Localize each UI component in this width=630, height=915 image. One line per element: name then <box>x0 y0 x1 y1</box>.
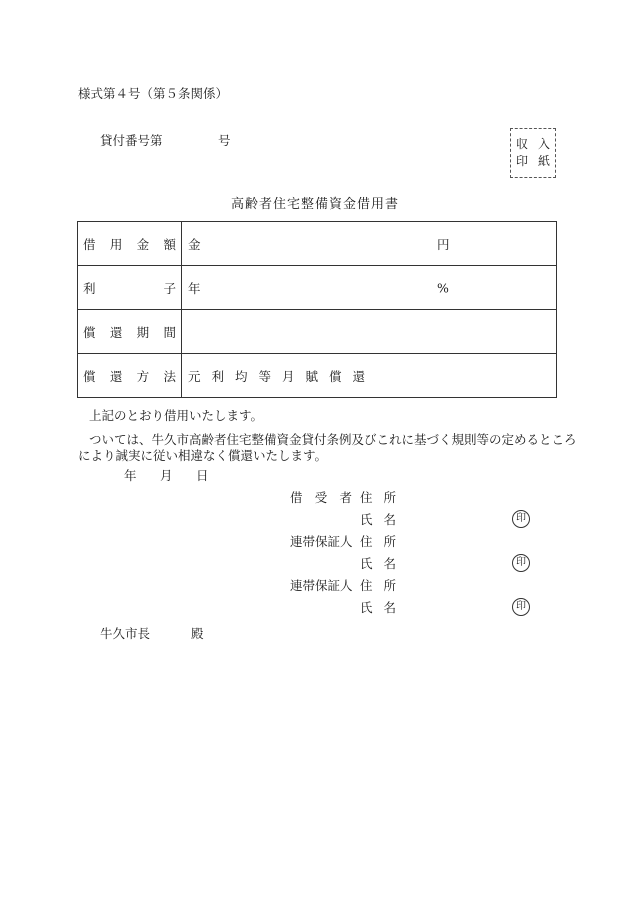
addressee-honorific: 殿 <box>191 626 204 641</box>
amount-prefix: 金 <box>188 236 201 252</box>
label-char: 額 <box>163 236 176 252</box>
label-char: 還 <box>109 368 123 384</box>
label-interest <box>78 266 182 310</box>
stamp-char: 紙 <box>537 154 550 168</box>
borrower-address-label <box>360 488 396 506</box>
date-day-label: 日 <box>196 468 209 483</box>
table-row <box>78 310 557 354</box>
label-char: 住 <box>360 490 373 505</box>
borrower-label <box>290 488 352 506</box>
amount-unit: 円 <box>437 236 450 252</box>
label-repayment-period <box>78 310 182 354</box>
guarantor-2-name-label <box>360 598 396 616</box>
label-char: 氏 <box>360 556 373 571</box>
label-char: 方 <box>136 368 150 384</box>
label-char: 受 <box>314 490 328 505</box>
repayment-method-value: 元利均等月賦償還 <box>188 368 377 384</box>
label-repayment-method <box>78 354 182 398</box>
label-char: 名 <box>383 556 396 571</box>
table-row <box>78 222 557 266</box>
document-title: 高齢者住宅整備資金借用書 <box>230 197 399 212</box>
guarantor-1-label: 連帯保証人 <box>290 534 353 549</box>
label-char: 償 <box>83 368 96 384</box>
table-row <box>78 266 557 310</box>
label-char: 用 <box>109 236 123 252</box>
stamp-char: 入 <box>537 137 550 151</box>
repayment-method-field <box>182 354 557 398</box>
label-char: 還 <box>109 324 123 340</box>
statement-line-2: ついては、牛久市高齢者住宅整備資金貸付条例及びこれに基づく規則等の定めるところ <box>89 432 577 447</box>
label-char: 氏 <box>360 512 373 527</box>
interest-unit: % <box>437 280 449 295</box>
guarantor-1-seal-mark: 印 <box>512 554 530 572</box>
label-char: 金 <box>136 236 150 252</box>
loan-amount-field[interactable] <box>182 222 557 266</box>
statement-line-3: により誠実に従い相違なく償還いたします。 <box>78 448 328 463</box>
label-char: 所 <box>383 534 396 549</box>
repayment-period-field[interactable] <box>182 310 557 354</box>
label-char: 所 <box>383 490 396 505</box>
loan-details-table <box>77 221 557 398</box>
guarantor-2-seal-mark: 印 <box>512 598 530 616</box>
table-row <box>78 354 557 398</box>
borrower-name-label <box>360 510 396 528</box>
label-char: 利 <box>83 280 96 296</box>
label-char: 法 <box>163 368 176 384</box>
addressee-mayor: 牛久市長 <box>100 626 151 641</box>
stamp-char: 収 <box>516 137 529 151</box>
label-char: 借 <box>83 236 96 252</box>
label-char: 借 <box>290 490 303 505</box>
label-char: 者 <box>339 490 352 505</box>
statement-line-1: 上記のとおり借用いたします。 <box>89 408 264 423</box>
loan-number-suffix: 号 <box>218 133 231 148</box>
label-char: 名 <box>383 512 396 527</box>
label-char: 償 <box>83 324 96 340</box>
label-char: 期 <box>136 324 150 340</box>
guarantor-1-address-label <box>360 532 396 550</box>
label-char: 名 <box>383 600 396 615</box>
guarantor-2-address-label <box>360 576 396 594</box>
stamp-char: 印 <box>516 154 529 168</box>
label-char: 氏 <box>360 600 373 615</box>
date-year-label: 年 <box>124 468 137 483</box>
label-char: 子 <box>163 280 176 296</box>
borrower-seal-mark: 印 <box>512 510 530 528</box>
label-char: 住 <box>360 578 373 593</box>
date-month-label: 月 <box>160 468 173 483</box>
label-loan-amount <box>78 222 182 266</box>
loan-number-label: 貸付番号第 <box>100 133 163 148</box>
label-char: 所 <box>383 578 396 593</box>
label-char: 住 <box>360 534 373 549</box>
label-char: 間 <box>163 324 176 340</box>
revenue-stamp-box <box>510 128 556 178</box>
guarantor-1-name-label <box>360 554 396 572</box>
interest-prefix: 年 <box>188 280 201 296</box>
interest-field[interactable] <box>182 266 557 310</box>
guarantor-2-label: 連帯保証人 <box>290 578 353 593</box>
form-number: 様式第４号（第５条関係） <box>78 86 229 101</box>
